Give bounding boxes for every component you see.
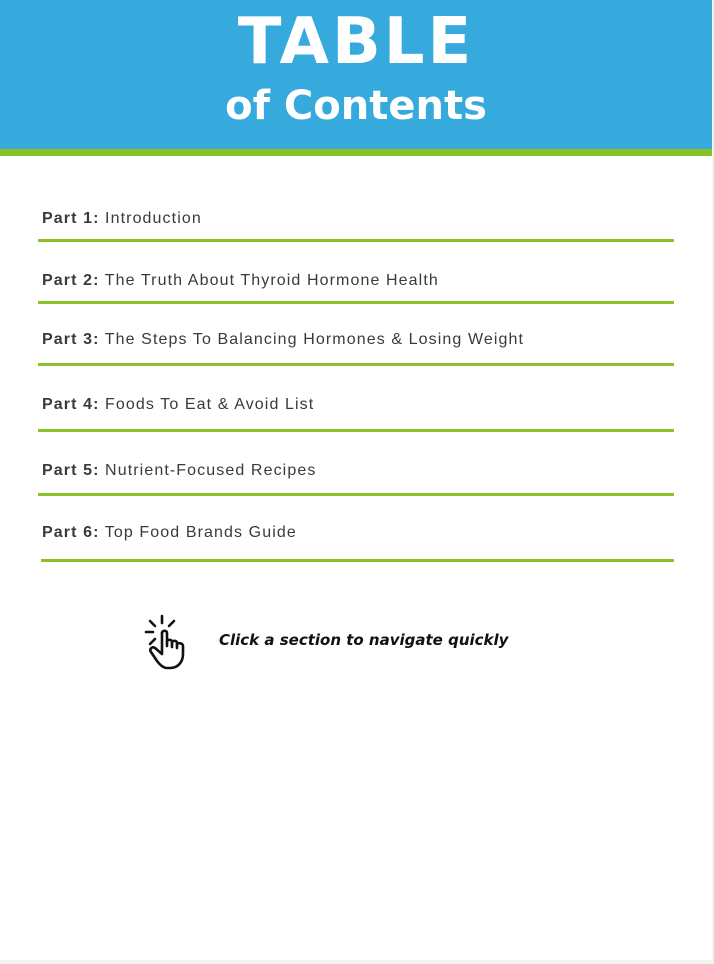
toc-divider [41,559,674,562]
toc-divider [38,429,674,432]
page-subtitle: of Contents [225,83,487,129]
toc-item-title: The Steps To Balancing Hormones & Losing Weight [104,331,525,348]
toc-divider [38,363,674,366]
page-title: TABLE [237,5,475,79]
toc-item-title: Nutrient-Focused Recipes [105,462,317,479]
toc-item-number: Part 1: [42,210,100,227]
toc-item-title: Introduction [105,210,202,227]
toc-item-number: Part 4: [42,396,100,413]
toc-item-title: Top Food Brands Guide [104,524,297,541]
toc-item-number: Part 6: [42,524,100,541]
toc-item-number: Part 2: [42,272,100,289]
header-banner [0,0,712,149]
toc-divider [38,239,674,242]
toc-item-part-2[interactable] [38,271,674,307]
toc-item-title: The Truth About Thyroid Hormone Health [104,272,439,289]
toc-divider [38,301,674,304]
navigation-hint [143,612,563,674]
toc-item-part-6[interactable] [38,523,674,563]
toc-item-title: Foods To Eat & Avoid List [105,396,315,413]
header-divider [0,149,712,156]
toc-item-part-1[interactable] [38,209,674,245]
toc-divider [38,493,674,496]
toc-item-number: Part 5: [42,462,100,479]
toc-item-number: Part 3: [42,331,100,348]
tap-pointer-icon [143,612,205,674]
hint-text: Click a section to navigate quickly [219,631,509,649]
toc-item-part-3[interactable] [38,330,674,370]
toc-item-part-5[interactable] [38,461,674,499]
toc-item-part-4[interactable] [38,395,674,435]
